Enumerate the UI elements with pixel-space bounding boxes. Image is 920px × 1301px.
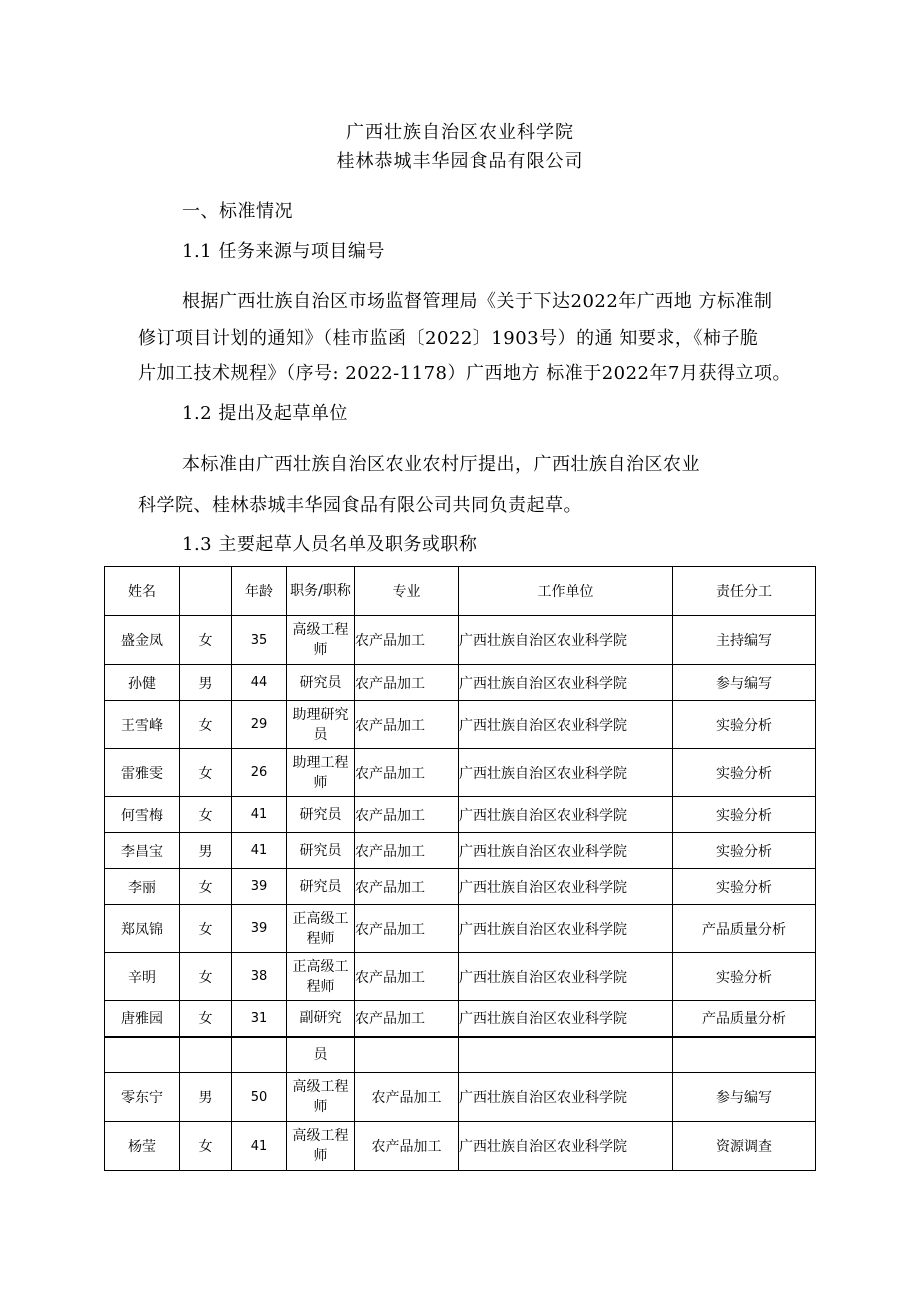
cell-age: 29	[232, 701, 287, 749]
cell-age: 39	[232, 905, 287, 953]
cell-org: 广西壮族自治区农业科学院	[459, 1122, 673, 1171]
cell-title: 研究员	[287, 833, 355, 869]
cell-org: 广西壮族自治区农业科学院	[459, 797, 673, 833]
cell-title: 研究员	[287, 869, 355, 905]
cell-role: 参与编写	[673, 1073, 816, 1122]
paragraph-1-line-3: 片加工技术规程》（序号: 2022-1178）广西地方 标准于2022年7月获得立项。	[138, 363, 791, 384]
header-name: 姓名	[105, 567, 180, 616]
cell-major: 农产品加工	[355, 905, 459, 953]
cell-age: 41	[232, 1122, 287, 1171]
section-heading-1: 一、标准情况	[182, 201, 293, 222]
table-row	[105, 1073, 816, 1122]
cell-org: 广西壮族自治区农业科学院	[459, 701, 673, 749]
cell-title: 员	[287, 1037, 355, 1073]
cell-gender: 女	[180, 701, 232, 749]
cell-org: 广西壮族自治区农业科学院	[459, 833, 673, 869]
table-row	[105, 701, 816, 749]
cell-org: 广西壮族自治区农业科学院	[459, 953, 673, 1001]
cell-name: 李丽	[105, 869, 180, 905]
cell-title: 研究员	[287, 797, 355, 833]
cell-name: 雷雅雯	[105, 749, 180, 797]
cell-name: 杨莹	[105, 1122, 180, 1171]
cell-title: 高级工程师	[287, 616, 355, 665]
cell-role: 产品质量分析	[673, 1001, 816, 1037]
cell-age: 38	[232, 953, 287, 1001]
cell-name: 郑凤锦	[105, 905, 180, 953]
cell-major: 农产品加工	[355, 833, 459, 869]
cell-org: 广西壮族自治区农业科学院	[459, 1073, 673, 1122]
table-row	[105, 1122, 816, 1171]
cell-org: 广西壮族自治区农业科学院	[459, 616, 673, 665]
table-row	[105, 665, 816, 701]
cell-role: 实验分析	[673, 953, 816, 1001]
staff-table	[104, 566, 816, 1171]
paragraph-2-line-2: 科学院、桂林恭城丰华园食品有限公司共同负责起草。	[138, 495, 582, 516]
section-heading-1-1: 1.1 任务来源与项目编号	[182, 241, 385, 262]
cell-gender: 女	[180, 797, 232, 833]
table-row	[105, 749, 816, 797]
cell-title: 副研究	[287, 1001, 355, 1037]
cell-role	[673, 1037, 816, 1073]
table-row	[105, 797, 816, 833]
table-row	[105, 1037, 816, 1073]
cell-age: 31	[232, 1001, 287, 1037]
cell-title: 助理工程师	[287, 749, 355, 797]
cell-age: 44	[232, 665, 287, 701]
cell-major: 农产品加工	[355, 665, 459, 701]
cell-org: 广西壮族自治区农业科学院	[459, 665, 673, 701]
cell-org: 广西壮族自治区农业科学院	[459, 869, 673, 905]
cell-gender: 女	[180, 869, 232, 905]
header-gender	[180, 567, 232, 616]
cell-title: 助理研究员	[287, 701, 355, 749]
cell-name	[105, 1037, 180, 1073]
cell-major: 农产品加工	[355, 953, 459, 1001]
cell-major: 农产品加工	[355, 1122, 459, 1171]
header-role: 责任分工	[673, 567, 816, 616]
org-line-2: 桂林恭城丰华园食品有限公司	[336, 151, 584, 172]
cell-major: 农产品加工	[355, 1073, 459, 1122]
cell-org: 广西壮族自治区农业科学院	[459, 749, 673, 797]
cell-title: 正高级工程师	[287, 905, 355, 953]
cell-age: 50	[232, 1073, 287, 1122]
cell-role: 实验分析	[673, 869, 816, 905]
cell-title: 高级工程师	[287, 1122, 355, 1171]
cell-gender: 女	[180, 1001, 232, 1037]
cell-major	[355, 1037, 459, 1073]
cell-role: 实验分析	[673, 833, 816, 869]
cell-age: 41	[232, 797, 287, 833]
cell-name: 李昌宝	[105, 833, 180, 869]
cell-age: 26	[232, 749, 287, 797]
cell-gender: 女	[180, 616, 232, 665]
table-row	[105, 833, 816, 869]
cell-org	[459, 1037, 673, 1073]
table-row	[105, 953, 816, 1001]
cell-gender: 男	[180, 833, 232, 869]
cell-role: 参与编写	[673, 665, 816, 701]
cell-title: 研究员	[287, 665, 355, 701]
cell-gender: 女	[180, 749, 232, 797]
org-line-1: 广西壮族自治区农业科学院	[346, 122, 574, 143]
cell-major: 农产品加工	[355, 701, 459, 749]
cell-org: 广西壮族自治区农业科学院	[459, 905, 673, 953]
cell-gender: 女	[180, 905, 232, 953]
cell-name: 何雪梅	[105, 797, 180, 833]
section-heading-1-3: 1.3 主要起草人员名单及职务或职称	[182, 534, 478, 555]
table-row	[105, 869, 816, 905]
cell-gender: 男	[180, 665, 232, 701]
cell-org: 广西壮族自治区农业科学院	[459, 1001, 673, 1037]
cell-major: 农产品加工	[355, 797, 459, 833]
cell-title: 正高级工程师	[287, 953, 355, 1001]
table-row	[105, 905, 816, 953]
cell-gender	[180, 1037, 232, 1073]
table-row	[105, 1001, 816, 1037]
cell-name: 零东宁	[105, 1073, 180, 1122]
cell-major: 农产品加工	[355, 1001, 459, 1037]
cell-major: 农产品加工	[355, 616, 459, 665]
cell-age: 41	[232, 833, 287, 869]
header-major: 专业	[355, 567, 459, 616]
cell-gender: 女	[180, 1122, 232, 1171]
cell-age	[232, 1037, 287, 1073]
cell-age: 39	[232, 869, 287, 905]
cell-name: 盛金凤	[105, 616, 180, 665]
header-title: 职务/职称	[287, 567, 355, 616]
cell-major: 农产品加工	[355, 869, 459, 905]
cell-role: 实验分析	[673, 701, 816, 749]
table-row	[105, 616, 816, 665]
header-org: 工作单位	[459, 567, 673, 616]
cell-name: 唐雅园	[105, 1001, 180, 1037]
cell-role: 实验分析	[673, 749, 816, 797]
cell-title: 高级工程师	[287, 1073, 355, 1122]
cell-age: 35	[232, 616, 287, 665]
table-header-row	[105, 567, 816, 616]
header-age: 年龄	[232, 567, 287, 616]
cell-role: 实验分析	[673, 797, 816, 833]
cell-role: 主持编写	[673, 616, 816, 665]
paragraph-1-line-2: 修订项目计划的通知》（桂市监函〔2022〕1903号）的通 知要求，《柿子脆	[138, 328, 759, 349]
cell-role: 产品质量分析	[673, 905, 816, 953]
cell-name: 孙健	[105, 665, 180, 701]
section-heading-1-2: 1.2 提出及起草单位	[182, 403, 348, 424]
cell-name: 辛明	[105, 953, 180, 1001]
cell-gender: 男	[180, 1073, 232, 1122]
paragraph-2-line-1: 本标准由广西壮族自治区农业农村厅提出，广西壮族自治区农业	[182, 454, 700, 475]
cell-role: 资源调查	[673, 1122, 816, 1171]
paragraph-1-line-1: 根据广西壮族自治区市场监督管理局《关于下达2022年广西地 方标准制	[182, 291, 773, 312]
cell-gender: 女	[180, 953, 232, 1001]
cell-name: 王雪峰	[105, 701, 180, 749]
cell-major: 农产品加工	[355, 749, 459, 797]
